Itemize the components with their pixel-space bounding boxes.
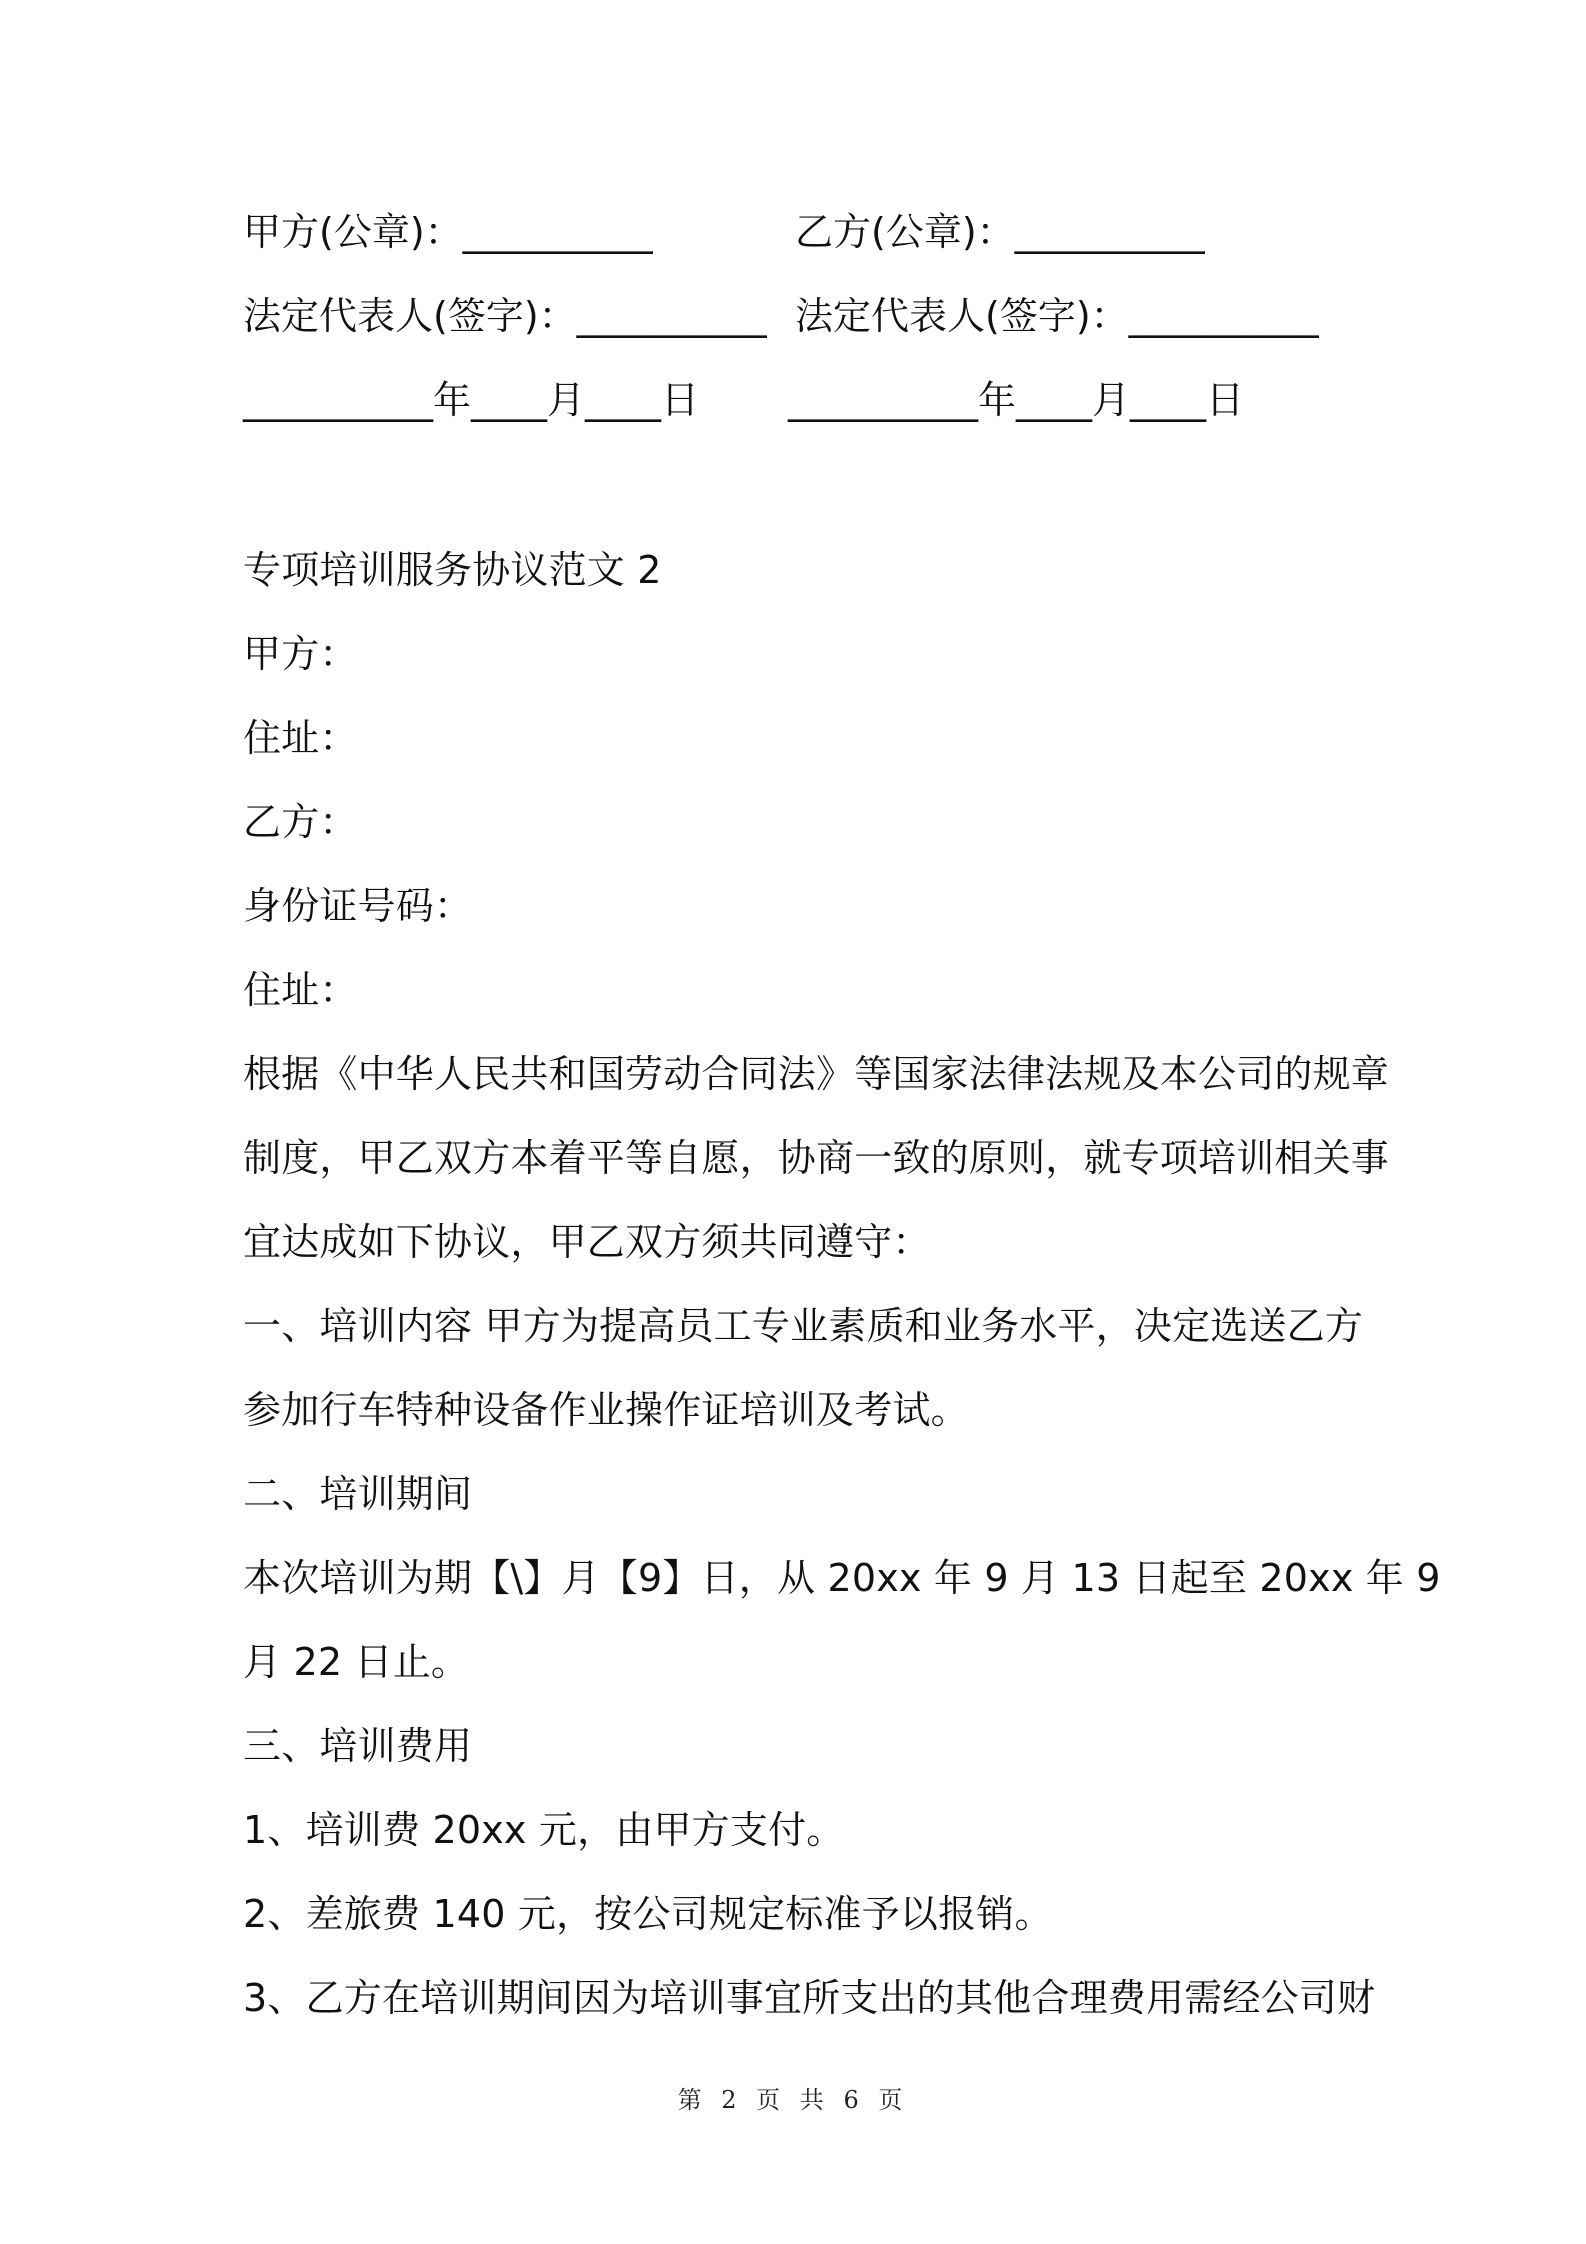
section-1-line-2: 参加行车特种设备作业操作证培训及考试。 (243, 1388, 969, 1432)
preamble-line-1: 根据《中华人民共和国劳动合同法》等国家法律法规及本公司的规章 (243, 1052, 1390, 1096)
party-b-date-line: __________年____月____日 (788, 378, 1245, 422)
section-3-heading: 三、培训费用 (243, 1724, 473, 1768)
signature-block (243, 200, 1363, 452)
party-b-legal-rep-line: 法定代表人(签字)：__________ (795, 294, 1319, 338)
agreement-body (243, 528, 1441, 2040)
section-2-line-2: 月 22 日止。 (243, 1640, 470, 1684)
party-b-label: 乙方： (243, 800, 358, 844)
preamble-line-3: 宜达成如下协议，甲乙双方须共同遵守： (243, 1220, 931, 1264)
id-number-label: 身份证号码： (243, 884, 473, 928)
party-b-seal-line: 乙方(公章)：__________ (795, 210, 1205, 254)
party-a-address-label: 住址： (243, 716, 358, 760)
fee-item-1: 1、培训费 20xx 元，由甲方支付。 (243, 1808, 845, 1852)
section-2-heading: 二、培训期间 (243, 1472, 473, 1516)
party-a-label: 甲方： (243, 632, 358, 676)
party-a-legal-rep-line: 法定代表人(签字)：__________ (243, 294, 767, 338)
preamble-line-2: 制度，甲乙双方本着平等自愿，协商一致的原则，就专项培训相关事 (243, 1136, 1390, 1180)
party-a-date-line: __________年____月____日 (243, 378, 700, 422)
date-row (243, 368, 1363, 452)
party-a-seal-line: 甲方(公章)：__________ (243, 210, 653, 254)
fee-item-3: 3、乙方在培训期间因为培训事宜所支出的其他合理费用需经公司财 (243, 1976, 1376, 2020)
section-1-line-1: 一、培训内容 甲方为提高员工专业素质和业务水平，决定选送乙方 (243, 1304, 1364, 1348)
page-footer: 第 2 页 共 6 页 (677, 2086, 909, 2114)
fee-item-2: 2、差旅费 140 元，按公司规定标准予以报销。 (243, 1892, 1053, 1936)
seal-row (243, 200, 1363, 284)
legal-rep-row (243, 284, 1363, 368)
party-b-address-label: 住址： (243, 968, 358, 1012)
section-2-line-1: 本次培训为期【\】月【9】日，从 20xx 年 9 月 13 日起至 20xx 年 9 (243, 1556, 1441, 1600)
document-title: 专项培训服务协议范文 2 (243, 548, 662, 592)
